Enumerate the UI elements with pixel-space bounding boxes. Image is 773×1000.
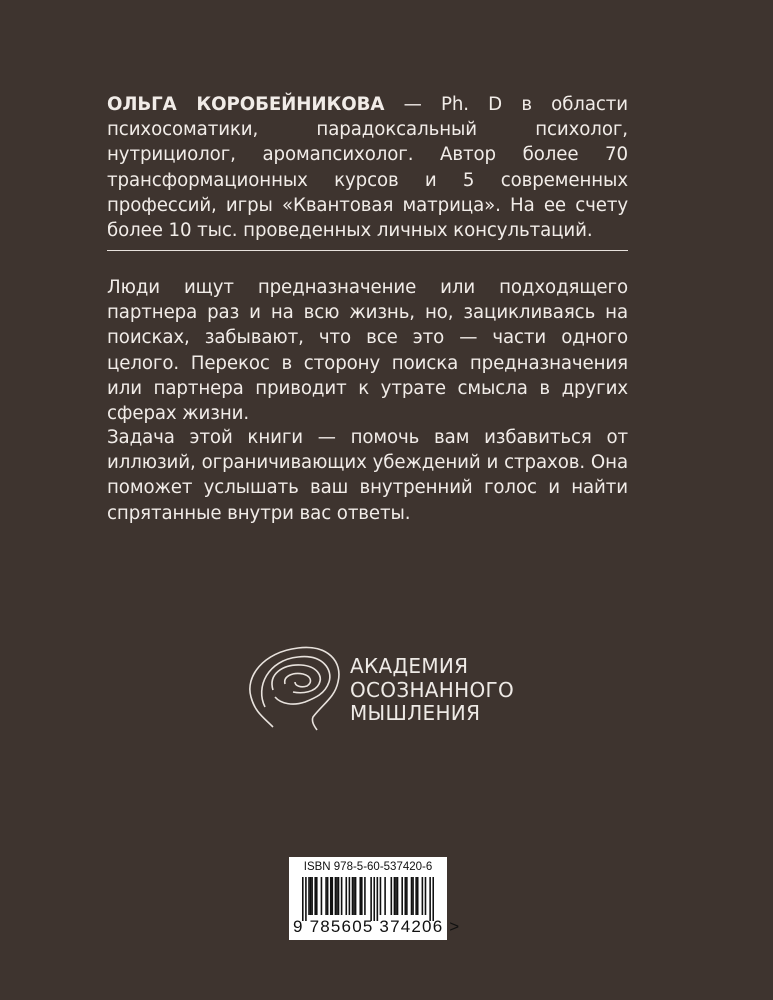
author-bio-text: — Ph. D в области психосоматики, парадоксальный психолог, нутрициолог, аромапсихолог. Автор более 70 трансформационных курсов и 5 современных профессий, игры «Квантовая матрица». На ее счету более 10 тыс. проведенных личных консультаций.: [107, 94, 628, 242]
barcode-bars: [302, 877, 434, 921]
barcode-bar: [425, 877, 427, 915]
divider: [107, 250, 628, 251]
barcode-bar: [384, 877, 386, 915]
barcode-bar: [336, 877, 338, 915]
barcode-bar: [429, 877, 431, 921]
barcode-bar: [377, 877, 379, 921]
barcode-bar: [308, 877, 310, 915]
barcode-bar: [364, 877, 366, 915]
author-bio: [107, 92, 628, 243]
barcode-bar: [353, 877, 355, 915]
barcode-bar: [401, 877, 403, 915]
description-paragraph: Задача этой книги — помочь вам избавиться от иллюзий, ограничивающих убеждений и страхов. Она поможет услышать ваш внутренний голос и найти спрятанные внутри вас ответы.: [107, 427, 628, 524]
publisher-line: ОСОЗНАННОГО: [350, 677, 515, 702]
barcode-bar: [352, 877, 354, 915]
barcode-bar: [361, 877, 363, 915]
barcode-bar: [355, 877, 357, 915]
barcode-bar: [415, 877, 417, 915]
barcode-bar: [359, 877, 361, 915]
barcode-bar: [349, 877, 351, 915]
barcode-digits: 9 785605 374206 >: [293, 917, 461, 936]
barcode-bar: [345, 877, 347, 915]
isbn-barcode: [289, 857, 461, 940]
barcode-bar: [330, 877, 332, 915]
barcode-bar: [394, 877, 396, 915]
barcode-bar: [335, 877, 337, 915]
barcode-bar: [417, 877, 419, 915]
barcode-bar: [325, 877, 327, 915]
barcode-bar: [302, 877, 304, 921]
barcode-bar: [406, 877, 408, 915]
barcode-bar: [327, 877, 329, 915]
isbn-label: ISBN 978-5-60-537420-6: [303, 861, 433, 873]
barcode-bar: [432, 877, 434, 921]
publisher-line: МЫШЛЕНИЯ: [350, 701, 481, 725]
barcode-bar: [412, 877, 414, 915]
barcode-bar: [380, 877, 382, 915]
barcode-bar: [404, 877, 406, 915]
barcode-bar: [316, 877, 318, 915]
barcode-bar: [341, 877, 343, 915]
author-name: ОЛЬГА КОРОБЕЙНИКОВА: [107, 94, 385, 115]
description-paragraph: Люди ищут предназначение или подходящего партнера раз и на всю жизнь, но, зацикливаясь на поисках, забывают, что все это — части одного целого. Перекос в сторону поиска предназначения или партнера приводит к утрате смысла в других сферах жизни.: [107, 277, 628, 425]
barcode-bar: [370, 877, 372, 921]
barcode-bar: [391, 877, 393, 915]
barcode-bar: [310, 877, 312, 915]
barcode-bar: [321, 877, 323, 915]
barcode-bar: [305, 877, 307, 921]
barcode-bar: [422, 877, 424, 915]
barcode-bar: [411, 877, 413, 915]
barcode-bar: [314, 877, 316, 915]
barcode-bar: [373, 877, 375, 921]
barcode-bar: [338, 877, 340, 915]
barcode-bar: [395, 877, 397, 915]
publisher-line: АКАДЕМИЯ: [350, 654, 469, 678]
barcode-bar: [311, 877, 313, 915]
publisher-name: [350, 655, 514, 726]
barcode-bar: [397, 877, 399, 915]
barcode-bar: [332, 877, 334, 915]
